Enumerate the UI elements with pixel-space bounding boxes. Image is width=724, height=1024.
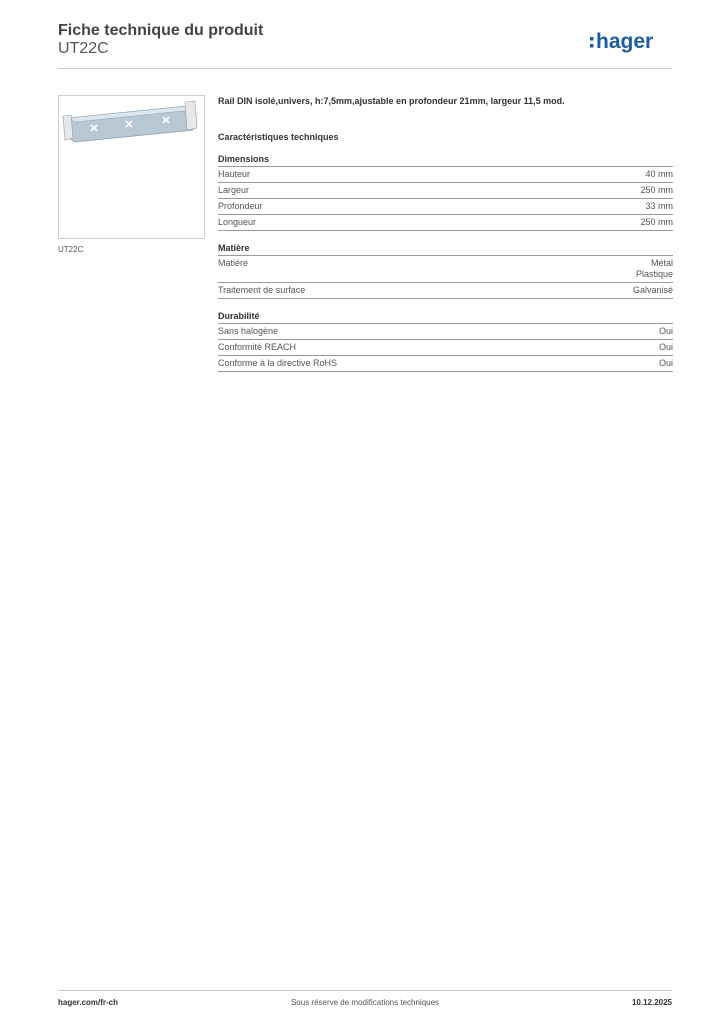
page-footer <box>58 998 672 1010</box>
spec-label: Hauteur <box>218 169 251 179</box>
spec-row <box>218 167 673 183</box>
group-material <box>218 243 673 299</box>
din-rail-picture <box>59 96 204 238</box>
spec-row <box>218 199 673 215</box>
spec-value: 250 mm <box>640 217 673 227</box>
footer-date: 10.12.2025 <box>631 998 672 1007</box>
group-title: Durabilité <box>218 311 673 324</box>
image-caption: UT22C <box>58 245 84 254</box>
spec-row <box>218 256 673 283</box>
spec-value: Oui <box>658 342 673 352</box>
footer-notice: Sous réserve de modifications techniques <box>290 998 440 1007</box>
footer-website-link[interactable]: hager.com/fr-ch <box>58 998 119 1007</box>
spec-label: Conformité REACH <box>218 342 297 352</box>
spec-value <box>636 258 673 280</box>
footer-divider <box>58 990 672 991</box>
group-durability <box>218 311 673 372</box>
spec-row <box>218 324 673 340</box>
spec-row <box>218 356 673 372</box>
section-heading: Caractéristiques techniques <box>218 132 339 142</box>
spec-label: Profondeur <box>218 201 263 211</box>
group-title: Dimensions <box>218 154 673 167</box>
spec-label: Longueur <box>218 217 257 227</box>
spec-row <box>218 215 673 231</box>
spec-row <box>218 183 673 199</box>
spec-value: Oui <box>658 358 673 368</box>
spec-value-line: Plastique <box>635 269 673 279</box>
spec-value: Galvanisé <box>632 285 673 295</box>
spec-label: Matière <box>218 258 249 268</box>
spec-value: Oui <box>658 326 673 336</box>
spec-label: Sans halogène <box>218 326 279 336</box>
hager-logo <box>590 28 672 54</box>
spec-label: Largeur <box>218 185 250 195</box>
spec-row <box>218 340 673 356</box>
product-reference: UT22C <box>58 40 109 57</box>
product-description: Rail DIN isolé,univers, h:7,5mm,ajustable en profondeur 21mm, largeur 11,5 mod. <box>218 96 565 106</box>
spec-value: 40 mm <box>645 169 673 179</box>
page-header <box>58 22 672 68</box>
spec-label: Traitement de surface <box>218 285 306 295</box>
product-details <box>218 96 673 372</box>
product-image <box>58 95 205 239</box>
header-divider <box>58 68 672 69</box>
group-dimensions <box>218 154 673 231</box>
group-title: Matière <box>218 243 673 256</box>
spec-label: Conforme à la directive RoHS <box>218 358 338 368</box>
spec-value: 33 mm <box>645 201 673 211</box>
spec-row <box>218 283 673 299</box>
spec-value: 250 mm <box>640 185 673 195</box>
spec-value-line: Métal <box>650 258 673 268</box>
page-title: Fiche technique du produit <box>58 22 264 39</box>
logo-text: hager <box>596 30 654 53</box>
